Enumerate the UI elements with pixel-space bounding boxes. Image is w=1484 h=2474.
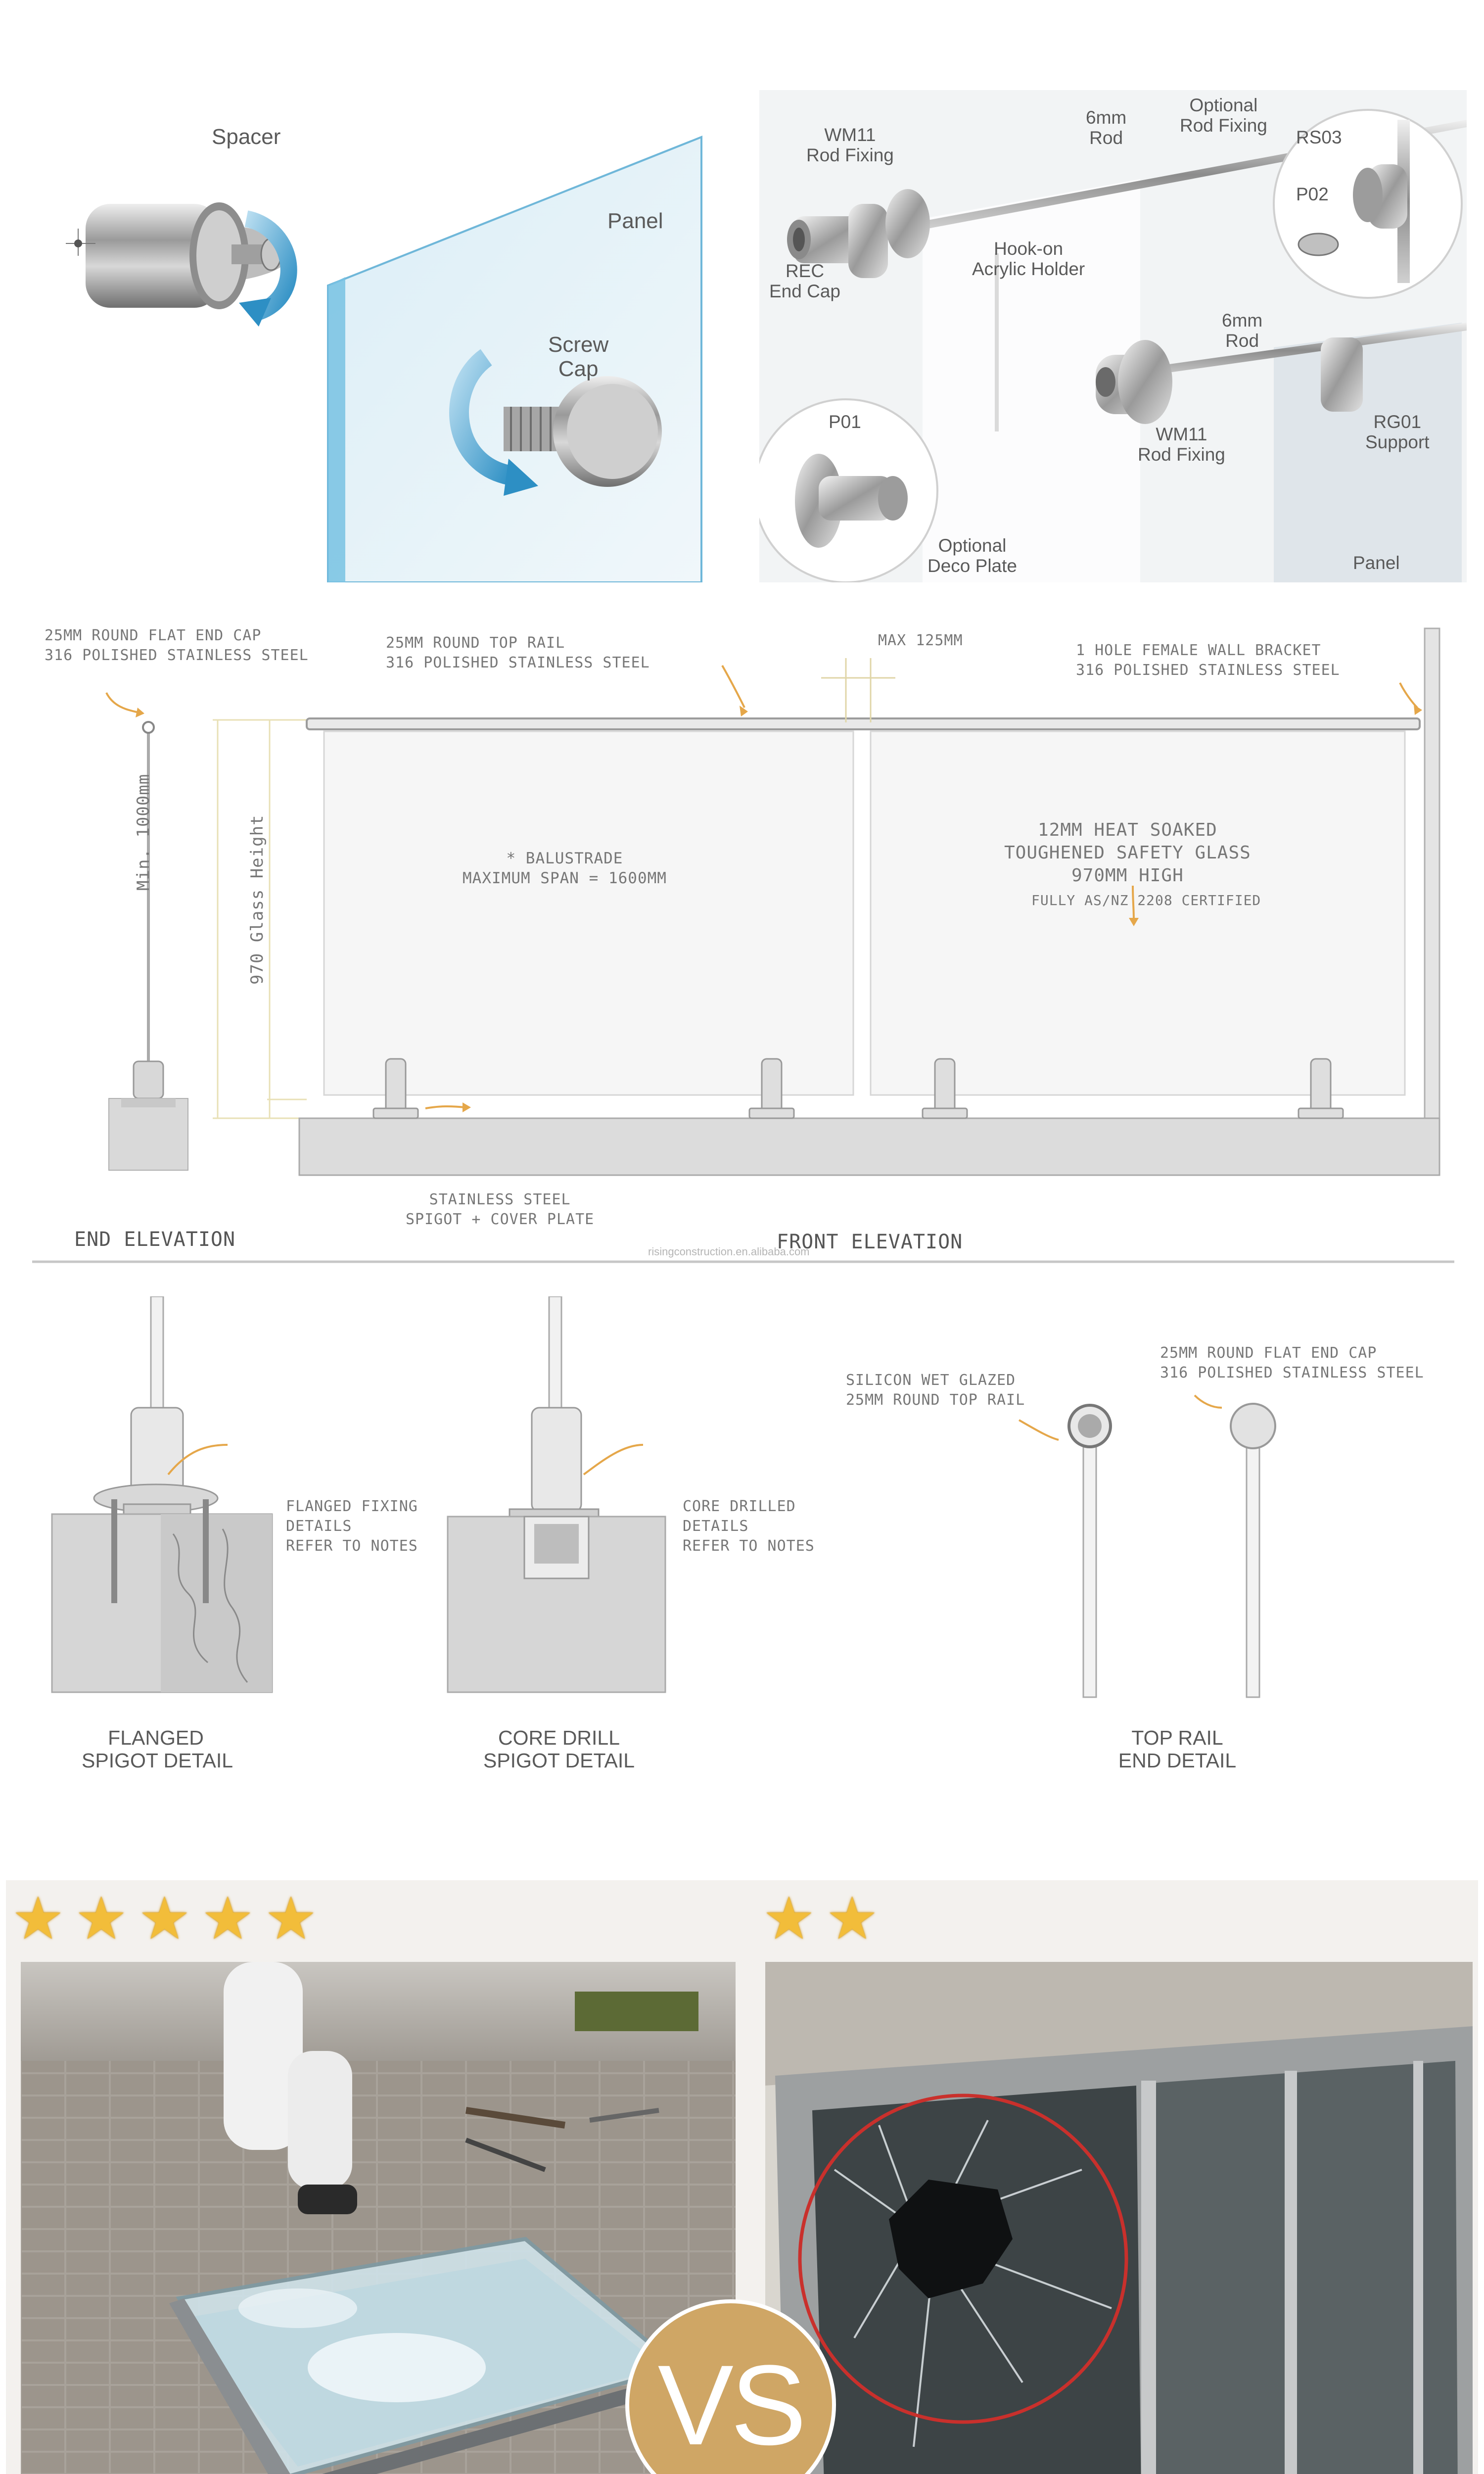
optional-deco-plate-label: Optional Deco Plate: [928, 535, 1017, 576]
rg01-label: RG01 Support: [1365, 412, 1430, 453]
front-elevation-title: FRONT ELEVATION: [777, 1231, 963, 1253]
glass-panel-left: [324, 731, 853, 1095]
elevation-drawing: [0, 609, 1484, 1311]
flanged-spigot-title: FLANGED SPIGOT DETAIL: [82, 1726, 233, 1772]
core-drill-note: CORE DRILLED DETAILS REFER TO NOTES: [683, 1498, 815, 1555]
watermark: risingconstruction.en.alibaba.com: [648, 1245, 810, 1258]
rod-top-label: 6mm Rod: [1086, 107, 1127, 148]
spacer-panel: [39, 90, 721, 582]
wm11-bottom-label: WM11 Rod Fixing: [1138, 424, 1225, 465]
p01-label: P01: [829, 412, 861, 432]
silicon-glazed-note: SILICON WET GLAZED 25MM ROUND TOP RAIL: [846, 1372, 1025, 1409]
star-icon: ★: [75, 1884, 128, 1952]
spacer-label: Spacer: [212, 125, 281, 149]
core-drill-spigot-title: CORE DRILL SPIGOT DETAIL: [483, 1726, 635, 1772]
star-icon: ★: [201, 1884, 254, 1952]
left-rating: [12, 1884, 317, 1952]
broken-glass-photo: [765, 1962, 1473, 2474]
top-rail-note: 25MM ROUND TOP RAIL 316 POLISHED STAINLESS STEEL: [386, 634, 650, 671]
balustrade-note: * BALUSTRADE MAXIMUM SPAN = 1600MM: [463, 850, 667, 887]
max-125-label: MAX 125MM: [878, 632, 963, 649]
rod-mid-label: 6mm Rod: [1222, 310, 1263, 351]
end-elevation-title: END ELEVATION: [74, 1228, 236, 1251]
spigot: [1311, 1059, 1331, 1113]
wall-bracket-note: 1 HOLE FEMALE WALL BRACKET 316 POLISHED STAINLESS STEEL: [1076, 642, 1340, 679]
end-elevation-base: [109, 1098, 188, 1170]
top-rail-end-title: TOP RAIL END DETAIL: [1118, 1726, 1237, 1772]
screw-cap-label: Screw Cap: [548, 333, 609, 381]
glass-cert-note: FULLY AS/NZ 2208 CERTIFIED: [1031, 892, 1261, 908]
star-icon: ★: [138, 1884, 191, 1952]
star-icon: ★: [826, 1884, 879, 1952]
panel-bottom-label: Panel: [1353, 553, 1400, 573]
glass-height-label: 970 Glass Height: [247, 814, 267, 985]
spigot: [935, 1059, 955, 1113]
glass-panel-shape: [328, 137, 701, 582]
wall: [1425, 628, 1439, 1173]
vs-label: VS: [657, 2341, 804, 2469]
rs03-label: RS03: [1296, 127, 1342, 147]
comparison-section: [6, 1880, 1478, 2474]
star-icon: ★: [12, 1884, 64, 1952]
min-1000-label: Min. 1000mm: [134, 773, 153, 891]
spigot: [386, 1059, 406, 1113]
end-cap-note: 25MM ROUND FLAT END CAP 316 POLISHED STAINLESS STEEL: [45, 627, 309, 664]
star-icon: ★: [265, 1884, 317, 1952]
panel-label: Panel: [607, 209, 663, 233]
glass-panel-right: [871, 731, 1405, 1095]
rec-end-cap-label: REC End Cap: [769, 261, 840, 302]
rod-fixing-panel: [759, 90, 1467, 582]
glass-spec-note: 12MM HEAT SOAKED TOUGHENED SAFETY GLASS 970MM HIGH: [1004, 820, 1251, 886]
spigot: [762, 1059, 782, 1113]
right-rating: [763, 1884, 879, 1952]
star-icon: ★: [763, 1884, 815, 1952]
spacer-illustration: [39, 90, 721, 582]
hook-on-holder-label: Hook-on Acrylic Holder: [972, 238, 1085, 280]
spigot-note: STAINLESS STEEL SPIGOT + COVER PLATE: [406, 1191, 595, 1228]
end-cap-circle: [143, 722, 154, 733]
p02-label: P02: [1296, 184, 1329, 204]
optional-rod-fixing-label: Optional Rod Fixing: [1180, 95, 1267, 136]
end-cap-detail-note: 25MM ROUND FLAT END CAP 316 POLISHED STAINLESS STEEL: [1160, 1344, 1424, 1381]
concrete-slab: [299, 1118, 1439, 1175]
wm11-top-label: WM11 Rod Fixing: [806, 125, 894, 166]
flanged-note: FLANGED FIXING DETAILS REFER TO NOTES: [286, 1498, 418, 1555]
safety-glass-photo: [21, 1962, 736, 2474]
top-rail: [307, 718, 1420, 729]
